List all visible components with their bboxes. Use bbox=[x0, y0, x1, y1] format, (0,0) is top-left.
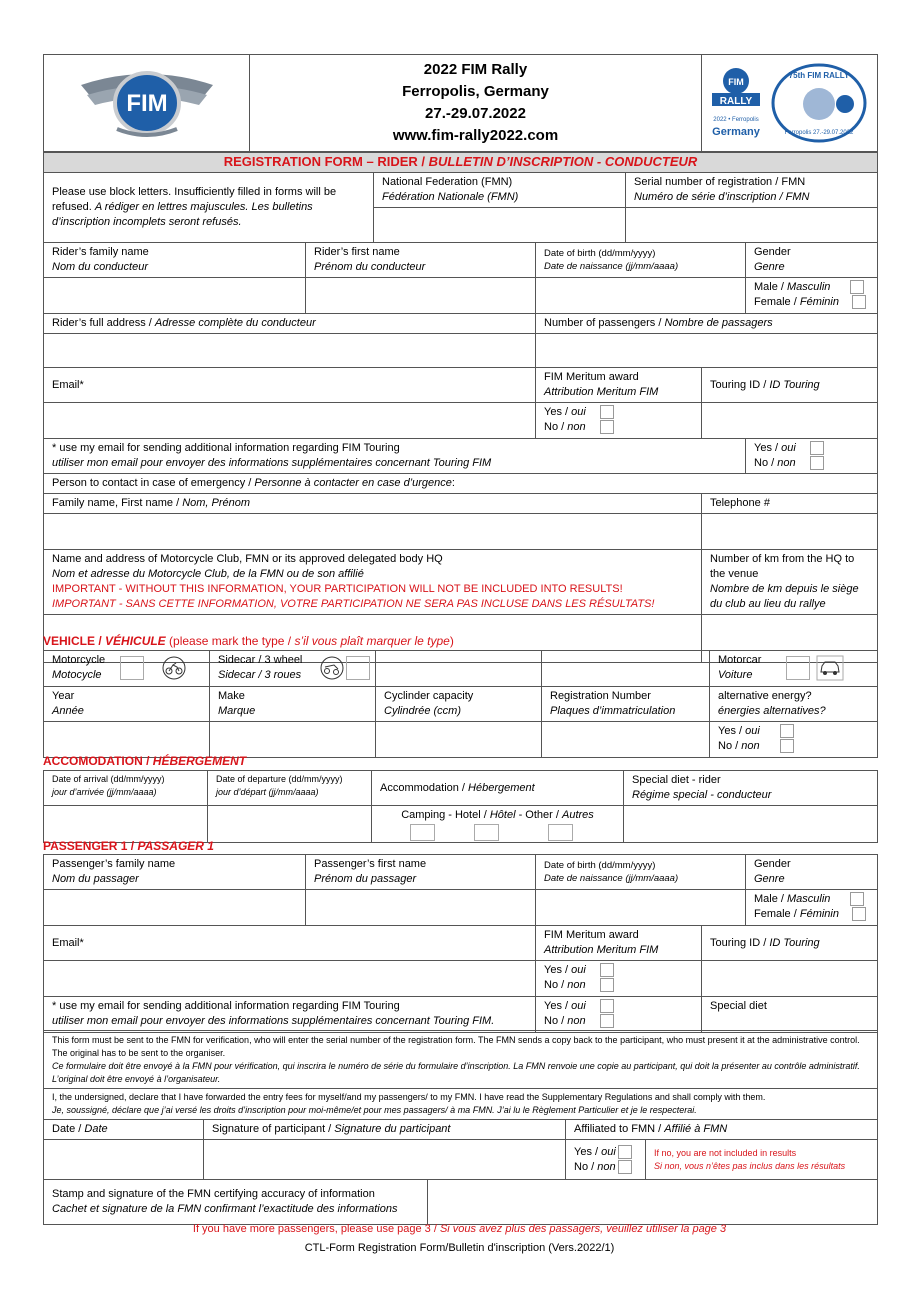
rider-female-checkbox[interactable] bbox=[852, 295, 866, 309]
vehicle-type-sidecar: Sidecar / 3 wheel Sidecar / 3 roues bbox=[210, 651, 376, 687]
club-info-label: Name and address of Motorcycle Club, FMN or its approved delegated body HQ Nom et adresse du Motorcycle Club, de la FMN ou de son affilié IMPORTANT - WITHOUT THIS INFORMATION, YOUR PARTICIPATION WILL NOT BE INCLUDED INTO RESULTS! IMPORTANT - SANS CETTE INFORMATION, VOTRE PARTICIPATION NE SERA PAS INCLUSE DANS LES RÉSULTATS! bbox=[44, 550, 702, 615]
passenger-female-checkbox[interactable] bbox=[852, 907, 866, 921]
rider-male-checkbox[interactable] bbox=[850, 280, 864, 294]
alt-energy-no-checkbox[interactable] bbox=[780, 739, 794, 753]
rider-email-label: Email* bbox=[44, 368, 536, 403]
date-field[interactable] bbox=[44, 1140, 204, 1180]
rider-first-field[interactable] bbox=[306, 278, 536, 314]
motorcycle-checkbox[interactable] bbox=[120, 656, 144, 680]
fim-logo-cell bbox=[44, 55, 250, 152]
declaration: I, the undersigned, declare that I have forwarded the entry fees for myself/and my passengers/ to my FMN. I have read the Supplementary Regulations and shall comply with them. Je, soussigné, déclare que j’ai versé les droits d’inscription pour moi-même/et pour mes passagers/ à ma FMN. J’ai lu le Règlement Particulier et je le respecterai. bbox=[44, 1089, 878, 1120]
rider-touring-field[interactable] bbox=[702, 403, 878, 439]
rider-dob-label: Date of birth (dd/mm/yyyy) Date de naissance (jj/mm/aaaa) bbox=[536, 243, 746, 278]
passenger-email-field[interactable] bbox=[44, 961, 536, 997]
passenger-meritum-no-checkbox[interactable] bbox=[600, 978, 614, 992]
motorcycle-icon bbox=[162, 656, 186, 680]
rider-consent-no-checkbox[interactable] bbox=[810, 456, 824, 470]
75th-rally-badge-icon bbox=[769, 62, 869, 144]
passenger-family-label: Passenger’s family name Nom du passager bbox=[44, 855, 306, 890]
telephone-field[interactable] bbox=[702, 514, 878, 550]
vehicle-cc-field[interactable] bbox=[376, 722, 542, 758]
rider-meritum-label: FIM Meritum award Attribution Meritum FIM bbox=[536, 368, 702, 403]
vehicle-reg-label: Registration Number Plaques d’immatriculation bbox=[542, 687, 710, 722]
vehicle-make-field[interactable] bbox=[210, 722, 376, 758]
departure-field[interactable] bbox=[208, 806, 372, 843]
sidecar-checkbox[interactable] bbox=[346, 656, 370, 680]
svg-text:Germany: Germany bbox=[712, 126, 760, 138]
fmn-stamp-label: Stamp and signature of the FMN certifying accuracy of information Cachet et signature de la FMN confirmant l’exactitude des informations bbox=[44, 1180, 428, 1225]
vehicle-reg-field[interactable] bbox=[542, 722, 710, 758]
vehicle-cc-label: Cyclinder capacity Cylindrée (ccm) bbox=[376, 687, 542, 722]
rider-table bbox=[43, 152, 878, 663]
form-title: REGISTRATION FORM – RIDER / BULLETIN D’INSCRIPTION - CONDUCTEUR bbox=[44, 153, 878, 173]
vehicle-make-label: Make Marque bbox=[210, 687, 376, 722]
contact-name-field[interactable] bbox=[44, 514, 702, 550]
affiliated-options: Yes / oui No / non bbox=[566, 1140, 646, 1180]
vehicle-year-label: Year Année bbox=[44, 687, 210, 722]
hotel-checkbox[interactable] bbox=[474, 824, 499, 841]
rider-meritum-yes-checkbox[interactable] bbox=[600, 405, 614, 419]
form-version: CTL-Form Registration Form/Bulletin d'inscription (Vers.2022/1) bbox=[304, 1242, 615, 1254]
accommodation-type-options: Camping - Hotel / Hôtel - Other / Autres bbox=[372, 806, 624, 843]
passenger-table bbox=[43, 854, 878, 1033]
camping-checkbox[interactable] bbox=[410, 824, 435, 841]
rally-logos-cell bbox=[702, 55, 878, 152]
passenger-consent-no-checkbox[interactable] bbox=[600, 1014, 614, 1028]
rider-email-consent-options: Yes / oui No / non bbox=[746, 439, 878, 474]
affiliated-warning: If no, you are not included in results Si non, vous n’êtes pas inclus dans les résultats bbox=[646, 1140, 878, 1180]
passenger-first-label: Passenger’s first name Prénom du passager bbox=[306, 855, 536, 890]
rider-email-consent: * use my email for sending additional information regarding FIM Touring utiliser mon email pour envoyer des informations supplémentaires concernant Touring FIM bbox=[44, 439, 746, 474]
date-label: Date / Date bbox=[44, 1120, 204, 1140]
rider-family-label: Rider’s family name Nom du conducteur bbox=[44, 243, 306, 278]
rider-consent-yes-checkbox[interactable] bbox=[810, 441, 824, 455]
svg-text:75th FIM RALLY: 75th FIM RALLY bbox=[788, 71, 850, 80]
event-title-cell bbox=[250, 55, 702, 152]
vehicle-table bbox=[43, 650, 878, 758]
rider-diet-field[interactable] bbox=[624, 806, 878, 843]
passenger-touring-label: Touring ID / ID Touring bbox=[702, 926, 878, 961]
affiliated-yes-checkbox[interactable] bbox=[618, 1145, 632, 1159]
svg-text:FIM: FIM bbox=[125, 90, 168, 117]
passenger-email-consent: * use my email for sending additional information regarding FIM Touring utiliser mon email pour envoyer des informations supplémentaires concernant Touring FIM. bbox=[44, 997, 536, 1033]
rider-family-field[interactable] bbox=[44, 278, 306, 314]
rider-dob-field[interactable] bbox=[536, 278, 746, 314]
passenger-gender-label: Gender Genre bbox=[746, 855, 878, 890]
important-warning-en: IMPORTANT - WITHOUT THIS INFORMATION, YOUR PARTICIPATION WILL NOT BE INCLUDED INTO RESULTS! bbox=[52, 583, 623, 595]
passenger-consent-yes-checkbox[interactable] bbox=[600, 999, 614, 1013]
vehicle-type-empty-1 bbox=[376, 651, 542, 687]
vehicle-alt-energy-label: alternative energy? énergies alternatives? bbox=[710, 687, 878, 722]
accommodation-section-title: ACCOMODATION / HÉBERGEMENT bbox=[43, 754, 247, 768]
svg-text:FIM: FIM bbox=[728, 77, 744, 87]
fim-logo-icon bbox=[77, 63, 217, 138]
passenger-family-field[interactable] bbox=[44, 890, 306, 926]
departure-label: Date of departure (dd/mm/yyyy) jour d’départ (jj/mm/aaaa) bbox=[208, 771, 372, 806]
fmn-label: National Federation (FMN) Fédération Nationale (FMN) bbox=[374, 173, 626, 208]
vehicle-type-empty-2 bbox=[542, 651, 710, 687]
rider-meritum-options: Yes / oui No / non bbox=[536, 403, 702, 439]
rider-first-label: Rider’s first name Prénom du conducteur bbox=[306, 243, 536, 278]
arrival-label: Date of arrival (dd/mm/yyyy) jour d’arrivée (jj/mm/aaaa) bbox=[44, 771, 208, 806]
passenger-email-label: Email* bbox=[44, 926, 536, 961]
serial-label: Serial number of registration / FMN Numéro de série d’inscription / FMN bbox=[626, 173, 878, 208]
alt-energy-yes-checkbox[interactable] bbox=[780, 724, 794, 738]
motorcar-checkbox[interactable] bbox=[786, 656, 810, 680]
vehicle-type-motorcar: Motorcar Voiture bbox=[710, 651, 878, 687]
block-letters-note: Please use block letters. Insufficiently filled in forms will be refused. A rédiger en lettres majuscules. Les bulletins d’inscription incomplets seront refusés. bbox=[44, 173, 374, 243]
vehicle-year-field[interactable] bbox=[44, 722, 210, 758]
passenger-first-field[interactable] bbox=[306, 890, 536, 926]
passenger-section-title: PASSENGER 1 / PASSAGER 1 bbox=[43, 839, 214, 853]
affiliated-label: Affiliated to FMN / Affilié à FMN bbox=[566, 1120, 878, 1140]
signature-field[interactable] bbox=[204, 1140, 566, 1180]
accommodation-table bbox=[43, 770, 878, 843]
fim-rally-logo-icon bbox=[706, 63, 766, 143]
passenger-meritum-options: Yes / oui No / non bbox=[536, 961, 702, 997]
passenger-dob-label: Date of birth (dd/mm/yyyy) Date de naissance (jj/mm/aaaa) bbox=[536, 855, 746, 890]
event-dates: 27.-29.07.2022 bbox=[425, 105, 526, 122]
fmn-stamp-field[interactable] bbox=[428, 1180, 878, 1225]
passenger-meritum-label: FIM Meritum award Attribution Meritum FIM bbox=[536, 926, 702, 961]
event-location: Ferropolis, Germany bbox=[402, 83, 549, 100]
arrival-field[interactable] bbox=[44, 806, 208, 843]
car-icon bbox=[816, 655, 844, 681]
rider-address-field[interactable] bbox=[44, 334, 536, 368]
vehicle-section-title: VEHICLE / VÉHICULE (please mark the type / s’il vous plaît marquer le type) bbox=[43, 634, 454, 648]
passengers-count-field[interactable] bbox=[536, 334, 878, 368]
more-passengers-note: If you have more passengers, please use page 3 / Si vous avez plus des passagers, veuillez utiliser la page 3 bbox=[192, 1223, 727, 1235]
sidecar-icon bbox=[320, 656, 344, 680]
fmn-field[interactable] bbox=[374, 208, 626, 243]
telephone-label: Telephone # bbox=[702, 494, 878, 514]
rider-diet-label: Special diet - rider Régime special - conducteur bbox=[624, 771, 878, 806]
passengers-count-label: Number of passengers / Nombre de passagers bbox=[536, 314, 878, 334]
rider-gender-label: Gender Genre bbox=[746, 243, 878, 278]
important-warning-fr: IMPORTANT - SANS CETTE INFORMATION, VOTRE PARTICIPATION NE SERA PAS INCLUSE DANS LES RÉSULTATS! bbox=[52, 598, 655, 610]
rider-address-label: Rider’s full address / Adresse complète du conducteur bbox=[44, 314, 536, 334]
passenger-email-consent-options: Yes / oui No / non bbox=[536, 997, 702, 1033]
header-table bbox=[43, 54, 878, 152]
affiliated-no-checkbox[interactable] bbox=[618, 1160, 632, 1174]
passenger-male-checkbox[interactable] bbox=[850, 892, 864, 906]
event-website[interactable]: www.fim-rally2022.com bbox=[392, 127, 559, 144]
contact-name-label: Family name, First name / Nom, Prénom bbox=[44, 494, 702, 514]
other-checkbox[interactable] bbox=[548, 824, 573, 841]
svg-text:RALLY: RALLY bbox=[719, 96, 753, 107]
km-distance-label: Number of km from the HQ to the venue Nombre de km depuis le siège du club au lieu du rallye bbox=[702, 550, 878, 615]
serial-field[interactable] bbox=[626, 208, 878, 243]
accommodation-label: Accommodation / Hébergement bbox=[372, 771, 624, 806]
passenger-meritum-yes-checkbox[interactable] bbox=[600, 963, 614, 977]
svg-text:2022 • Ferropolis: 2022 • Ferropolis bbox=[713, 117, 759, 123]
rider-email-field[interactable] bbox=[44, 403, 536, 439]
vehicle-type-motorcycle: Motorcycle Motocycle bbox=[44, 651, 210, 687]
rider-meritum-no-checkbox[interactable] bbox=[600, 420, 614, 434]
footer-table bbox=[43, 1030, 878, 1225]
passenger-gender-options: Male / Masculin Female / Féminin bbox=[746, 890, 878, 926]
passenger-touring-field[interactable] bbox=[702, 961, 878, 997]
fmn-notice: This form must be sent to the FMN for verification, who will enter the serial number of the registration form. The FMN sends a copy back to the participant, who must present it at the administrative control. The original has to be sent to the organiser. Ce formulaire doit être envoyé à la FMN pour vérification, qui inscrira le numéro de série du formulaire d’inscription. La FMN renvoie une copie au participant, qui doit la présenter au contrôle administratif. L’original doit être envoyé à l’organisateur. bbox=[44, 1031, 878, 1089]
svg-text:Ferropolis 27.-29.07.2022: Ferropolis 27.-29.07.2022 bbox=[784, 130, 854, 136]
passenger-dob-field[interactable] bbox=[536, 890, 746, 926]
rider-touring-label: Touring ID / ID Touring bbox=[702, 368, 878, 403]
passenger-special-diet[interactable]: Special diet bbox=[702, 997, 878, 1033]
event-title: 2022 FIM Rally bbox=[423, 61, 528, 78]
signature-label: Signature of participant / Signature du participant bbox=[204, 1120, 566, 1140]
vehicle-alt-energy-options: Yes / oui No / non bbox=[710, 722, 878, 758]
emergency-contact-label: Person to contact in case of emergency / Personne à contacter en case d’urgence: bbox=[44, 474, 878, 494]
rider-gender-options: Male / Masculin Female / Féminin bbox=[746, 278, 878, 314]
